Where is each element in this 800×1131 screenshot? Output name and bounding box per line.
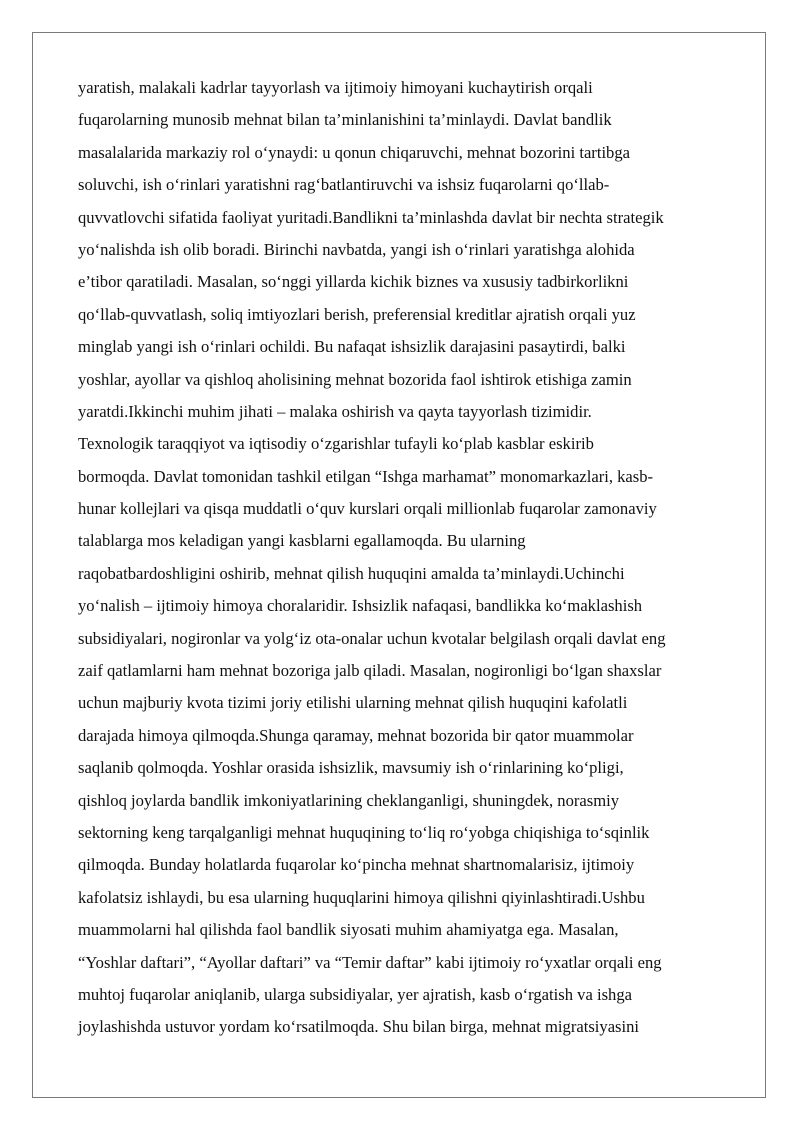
text-line-1: yaratish, malakali kadrlar tayyorlash va ijtimoiy himoyani kuchaytirish orqali	[78, 78, 593, 97]
text-line-28: “Yoshlar daftari”, “Ayollar daftari” va “Temir daftar” kabi ijtimoiy ro‘yxatlar orqali eng	[78, 952, 662, 972]
text-line-12: Texnologik taraqqiyot va iqtisodiy o‘zgarishlar tufayli ko‘plab kasblar eskirib	[78, 434, 594, 454]
text-line-14: hunar kollejlari va qisqa muddatli o‘quv kurslari orqali millionlab fuqarolar zamonaviy	[78, 499, 657, 519]
text-line-23: qishloq joylarda bandlik imkoniyatlarining cheklanganligi, shuningdek, norasmiy	[78, 790, 620, 810]
text-line-16: raqobatbardoshligini oshirib, mehnat qilish huquqini amalda ta’minlaydi.Uchinchi	[78, 563, 625, 583]
text-line-9: minglab yangi ish o‘rinlari ochildi. Bu nafaqat ishsizlik darajasini pasaytirdi, balki	[78, 337, 626, 357]
text-line-22: saqlanib qolmoqda. Yoshlar orasida ishsizlik, mavsumiy ish o‘rinlarining ko‘pligi,	[78, 758, 624, 778]
text-line-4: soluvchi, ish o‘rinlari yaratishni rag‘batlantiruvchi va ishsiz fuqarolarni qo‘llab-	[78, 175, 610, 195]
text-line-8: qo‘llab-quvvatlash, soliq imtiyozlari berish, preferensial kreditlar ajratish orqali yuz	[78, 304, 636, 324]
text-line-29: muhtoj fuqarolar aniqlanib, ularga subsidiyalar, yer ajratish, kasb o‘rgatish va ishga	[78, 984, 633, 1004]
text-line-24: sektorning keng tarqalganligi mehnat huquqining to‘liq ro‘yobga chiqishiga to‘sqinlik	[78, 822, 650, 842]
text-line-6: yo‘nalishda ish olib boradi. Birinchi navbatda, yangi ish o‘rinlari yaratishga alohida	[78, 239, 635, 259]
text-line-27: muammolarni hal qilishda faol bandlik siyosati muhim ahamiyatga ega. Masalan,	[78, 920, 619, 940]
text-line-5: quvvatlovchi sifatida faoliyat yuritadi.Bandlikni ta’minlashda davlat bir nechta strategik	[78, 207, 664, 227]
text-line-17: yo‘nalish – ijtimoiy himoya choralaridir. Ishsizlik nafaqasi, bandlikka ko‘maklashish	[78, 596, 643, 616]
document-body	[78, 72, 720, 1044]
text-line-26: kafolatsiz ishlaydi, bu esa ularning huquqlarini himoya qilishni qiyinlashtiradi.Ushbu	[78, 887, 645, 907]
text-line-7: e’tibor qaratiladi. Masalan, so‘nggi yillarda kichik biznes va xususiy tadbirkorlikni	[78, 272, 629, 292]
text-line-30: joylashishda ustuvor yordam ko‘rsatilmoqda. Shu bilan birga, mehnat migratsiyasini	[78, 1017, 640, 1037]
text-line-13: bormoqda. Davlat tomonidan tashkil etilgan “Ishga marhamat” monomarkazlari, kasb-	[78, 466, 654, 486]
text-line-20: uchun majburiy kvota tizimi joriy etilishi ularning mehnat qilish huquqini kafolatli	[78, 693, 628, 713]
text-line-11: yaratdi.Ikkinchi muhim jihati – malaka oshirish va qayta tayyorlash tizimidir.	[78, 401, 592, 421]
text-line-2: fuqarolarning munosib mehnat bilan ta’minlanishini ta’minlaydi. Davlat bandlik	[78, 110, 612, 130]
text-line-18: subsidiyalari, nogironlar va yolg‘iz ota-onalar uchun kvotalar belgilash orqali davlat eng	[78, 628, 666, 648]
text-line-25: qilmoqda. Bunday holatlarda fuqarolar ko‘pincha mehnat shartnomalarisiz, ijtimoiy	[78, 855, 635, 875]
text-line-19: zaif qatlamlarni ham mehnat bozoriga jalb qiladi. Masalan, nogironligi bo‘lgan shaxslar	[78, 661, 662, 681]
text-line-10: yoshlar, ayollar va qishloq aholisining mehnat bozorida faol ishtirok etishiga zamin	[78, 369, 632, 389]
text-line-21: darajada himoya qilmoqda.Shunga qaramay, mehnat bozorida bir qator muammolar	[78, 725, 634, 745]
text-line-15: talablarga mos keladigan yangi kasblarni egallamoqda. Bu ularning	[78, 531, 526, 551]
text-line-3: masalalarida markaziy rol o‘ynaydi: u qonun chiqaruvchi, mehnat bozorini tartibga	[78, 142, 631, 162]
